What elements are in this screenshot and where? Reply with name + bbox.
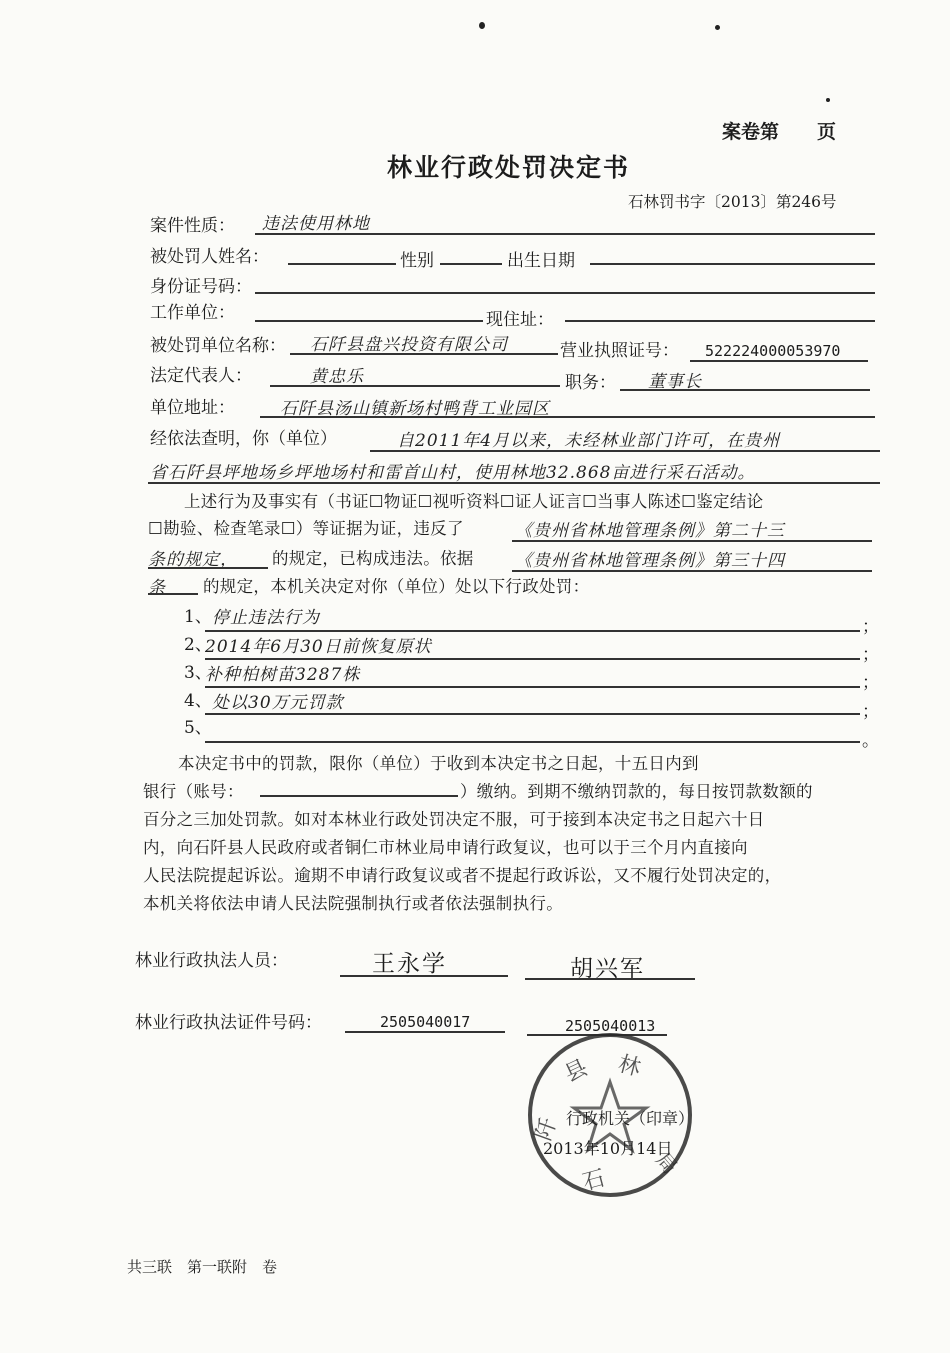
person-name-underline: [288, 263, 396, 265]
violated-rule-end: 条的规定，: [148, 550, 238, 570]
payment-line-5: 人民法院提起诉讼。逾期不申请行政复议或者不提起行政诉讼，又不履行处罚决定的，: [143, 866, 782, 885]
penalty-number: 2、: [184, 635, 212, 655]
license-underline: [690, 360, 868, 362]
svg-text:阡: 阡: [531, 1114, 563, 1145]
payment-line-6: 本机关将依法申请人民法院强制执行或者依法强制执行。: [143, 894, 563, 913]
svg-text:石: 石: [580, 1165, 608, 1196]
penalty-text: 处以30万元罚款: [212, 693, 344, 713]
evidence-line-2: ☐勘验、检查笔录☐）等证据为证，违反了: [148, 519, 464, 538]
violated-rule-underline: [512, 540, 872, 542]
payment-line-1: 本决定书中的罚款，限你（单位）于收到本决定书之日起，十五日内到: [178, 754, 699, 773]
authority-label: 行政机关（印章）: [566, 1109, 695, 1128]
findings-text-2: 省石阡县坪地场乡坪地场村和雷首山村，使用林地32.868亩进行采石活动。: [150, 463, 756, 483]
officer-name-2-underline: [525, 978, 695, 980]
position-label: 职务：: [565, 373, 616, 393]
penalty-underline: [205, 713, 860, 715]
legal-rep-underline: [270, 385, 560, 387]
id-label: 身份证号码：: [150, 277, 252, 297]
officers-label: 林业行政执法人员：: [135, 951, 288, 971]
legal-rep-label: 法定代表人：: [150, 366, 252, 386]
penalty-number: 1、: [184, 607, 212, 627]
birth-underline: [590, 263, 875, 265]
officer-name-2: 胡兴军: [570, 956, 645, 982]
license-label: 营业执照证号：: [560, 341, 679, 361]
penalty-underline: [205, 741, 860, 743]
penalty-semicolon: ；: [862, 673, 879, 693]
document-number: 石林罚书字〔2013〕第246号: [628, 193, 837, 211]
applied-rule-underline-2: [148, 593, 198, 595]
birth-label: 出生日期: [507, 251, 575, 271]
authority-date: 2013年10月14日: [543, 1139, 673, 1158]
org-name-underline: [290, 353, 558, 355]
org-name-value: 石阡县盘兴投资有限公司: [310, 335, 508, 355]
findings-intro: 经依法查明，你（单位）: [150, 429, 337, 449]
cert-label: 林业行政执法证件号码：: [135, 1013, 322, 1033]
findings-underline-2: [148, 482, 880, 484]
footer-note: 共三联 第一联附 卷: [127, 1258, 278, 1276]
gender-label: 性别: [400, 251, 434, 271]
payment-line-3: 百分之三加处罚款。如对本林业行政处罚决定不服，可于接到本决定书之日起六十日: [143, 810, 765, 829]
svg-text:林: 林: [615, 1051, 644, 1082]
officer-cert-1-underline: [345, 1031, 505, 1033]
svg-text:局: 局: [651, 1147, 683, 1179]
org-address-value: 石阡县汤山镇新场村鸭背工业园区: [280, 399, 550, 419]
document-title: 林业行政处罚决定书: [387, 153, 631, 182]
org-address-label: 单位地址：: [150, 398, 235, 418]
bank-account-underline: [260, 795, 458, 797]
officer-name-1: 王永学: [372, 951, 447, 977]
basis-line-4: 的规定，本机关决定对你（单位）处以下行政处罚：: [203, 577, 590, 596]
violated-rule-underline-2: [148, 567, 268, 569]
address-underline: [565, 320, 875, 322]
case-nature-value: 违法使用林地: [262, 214, 370, 234]
payment-bank-label: 银行（账号：: [143, 782, 244, 801]
work-unit-underline: [255, 320, 483, 322]
position-value: 董事长: [648, 372, 702, 392]
org-name-label: 被处罚单位名称：: [150, 336, 286, 356]
scan-speck: [715, 25, 720, 30]
position-underline: [620, 389, 870, 391]
penalty-text: 2014年6月30日前恢复原状: [205, 637, 432, 657]
applied-rule-underline: [512, 570, 872, 572]
legal-rep-value: 黄忠乐: [310, 367, 364, 387]
case-nature-label: 案件性质：: [150, 216, 235, 236]
svg-text:县: 县: [560, 1055, 592, 1088]
gender-underline: [440, 263, 502, 265]
applied-rule-end: 条: [148, 578, 166, 598]
findings-text-1: 自2011年4月以来，未经林业部门许可，在贵州: [397, 431, 781, 451]
officer-name-1-underline: [340, 975, 508, 977]
case-nature-underline: [255, 233, 875, 235]
applied-rule: 《贵州省林地管理条例》第三十四: [515, 551, 785, 571]
violated-rule: 《贵州省林地管理条例》第二十三: [515, 521, 785, 541]
penalty-number: 3、: [184, 663, 212, 683]
work-unit-label: 工作单位：: [150, 303, 235, 323]
penalty-number: 5、: [184, 718, 212, 738]
case-page-label: 案卷第 页: [722, 121, 837, 143]
address-label: 现住址：: [486, 310, 554, 330]
payment-line-2: ）缴纳。到期不缴纳罚款的，每日按罚款数额的: [460, 782, 813, 801]
scan-speck: [479, 22, 485, 29]
person-name-label: 被处罚人姓名：: [150, 247, 269, 267]
penalty-text: 停止违法行为: [212, 608, 320, 628]
scan-speck: [826, 98, 830, 102]
penalty-semicolon: ；: [862, 645, 879, 665]
penalty-end-mark: 。: [862, 731, 879, 751]
penalty-semicolon: ；: [862, 702, 879, 722]
officer-cert-1: 2505040017: [380, 1013, 471, 1031]
org-address-underline: [260, 416, 875, 418]
penalty-text: 补种柏树苗3287株: [205, 665, 361, 685]
penalty-semicolon: ；: [862, 617, 879, 637]
officer-cert-2: 2505040013: [565, 1017, 656, 1035]
payment-line-4: 内，向石阡县人民政府或者铜仁市林业局申请行政复议，也可以于三个月内直接向: [143, 838, 748, 857]
license-value: 522224000053970: [705, 342, 841, 360]
evidence-line-1: 上述行为及事实有（书证☐物证☐视听资料☐证人证言☐当事人陈述☐鉴定结论: [184, 492, 764, 511]
findings-underline-1: [370, 450, 880, 452]
penalty-number: 4、: [184, 691, 212, 711]
id-underline: [255, 292, 875, 294]
basis-line-3: 的规定，已构成违法。依据: [272, 549, 474, 568]
